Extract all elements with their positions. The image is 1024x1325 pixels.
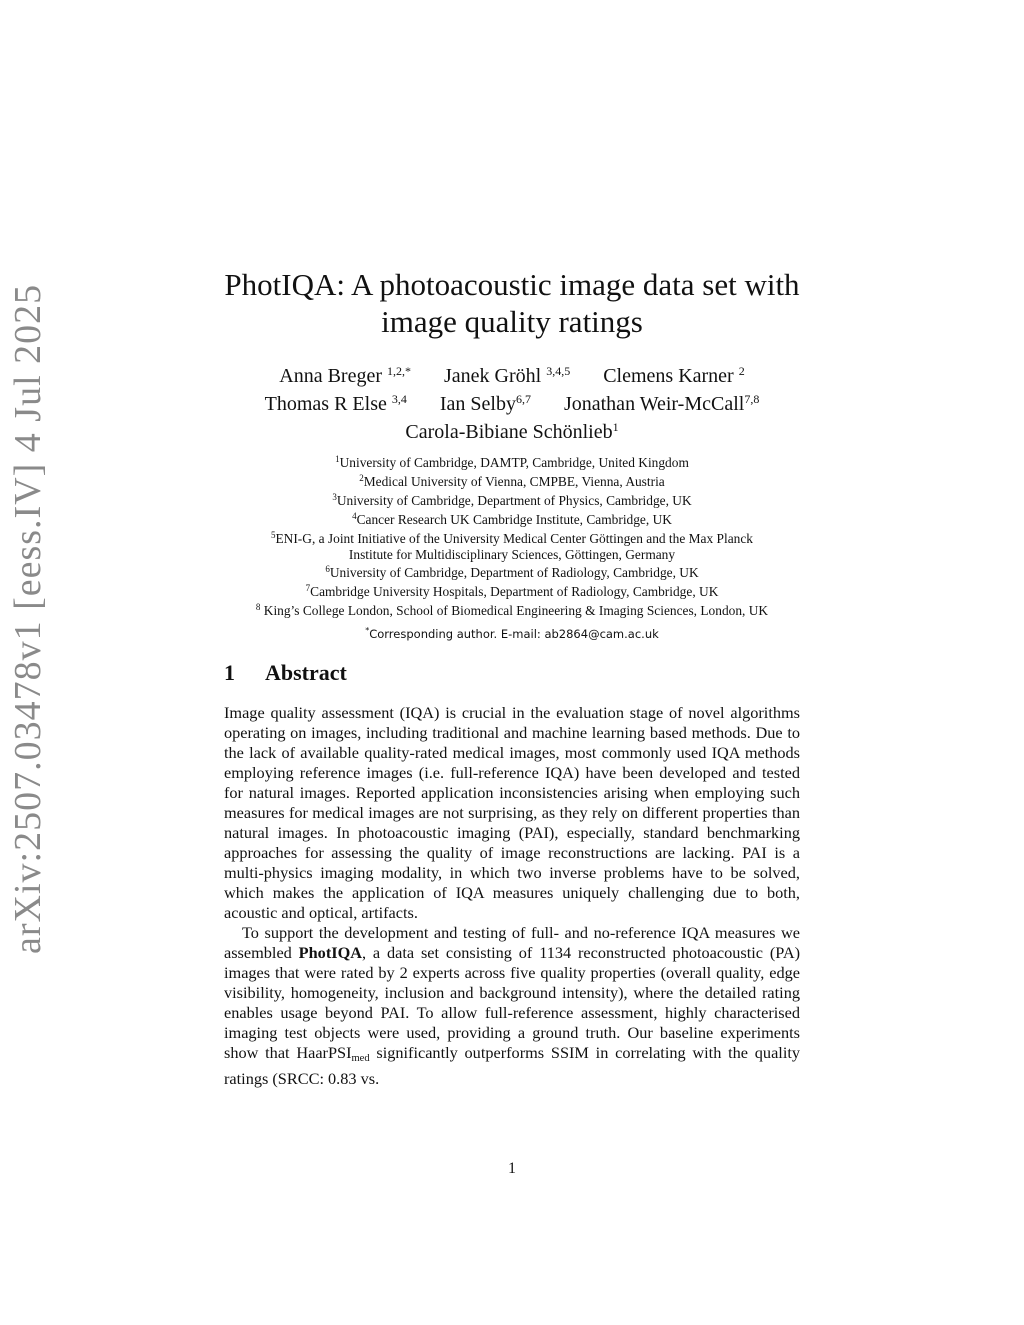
author-list — [150, 360, 874, 444]
author-row-3 — [150, 416, 874, 444]
author: Jonathan Weir-McCall$^{7,8}$ — [563, 392, 760, 415]
affiliation-list — [150, 452, 874, 643]
affiliation: $^4$Cancer Research UK Cambridge Institute, Cambridge, UK — [352, 510, 672, 527]
author: Thomas R Else $^{3,4}$ — [264, 392, 407, 415]
author: Janek Gröhl $^{3,4,5}$ — [444, 364, 571, 387]
abstract-paragraph-2: To support the development and testing of full- and no-reference IQA measures we assembled PhotIQA, a data set consisting of 1134 reconstructed photoacoustic (PA) images that were rated by 2 experts across five quality properties (overall quality, edge visibility, homogeneity, inclusion and background intensity), where the detailed rating enables usage beyond PAI. To allow full-reference assessment, highly characterised imaging test objects were used, providing a ground truth. Our baseline experiments show that HaarPSI$_{med}$ significantly outperforms SSIM in correlating with the quality ratings (SRCC: 0.83 vs. — [224, 923, 801, 1088]
author: Clemens Karner $^2$ — [603, 364, 745, 387]
abstract-body — [224, 703, 800, 1089]
corresponding-author-note: *Corresponding author. E-mail: ab2864@cam.ac.uk — [365, 626, 659, 642]
affiliation-continued: Institute for Multidisciplinary Sciences, Göttingen, Germany — [348, 546, 676, 562]
affiliation: $^1$University of Cambridge, DAMTP, Cambridge, United Kingdom — [335, 454, 689, 470]
section-number: 1 — [224, 660, 235, 685]
affiliation: $^3$University of Cambridge, Department of Physics, Cambridge, UK — [332, 491, 692, 508]
author: Anna Breger $^{1,2,*}$ — [279, 364, 411, 387]
abstract-paragraph-1: Image quality assessment (IQA) is crucial in the evaluation stage of novel algorithms operating on images, including traditional and machine learning based methods. Due to the lack of available quality-rated medical images, most commonly used IQA methods employing reference images (i.e. full-reference IQA) have been developed and tested for natural images. Reported application inconsistencies arising when employing such measures for medical images are not surprising, as they rely on different properties than natural images. In photoacoustic imaging (PAI), especially, standard benchmarking approaches for assessing the quality of image reconstructions are lacking. PAI is a multi-physics imaging modality, in which two inverse problems have to be solved, which makes the application of IQA measures uniquely challenging due to both, acoustic and optical, artifacts. — [224, 703, 800, 922]
affiliation: $^2$Medical University of Vienna, CMPBE, Vienna, Austria — [359, 472, 665, 489]
section-title: Abstract — [265, 660, 347, 685]
affiliation: $^8$ King’s College London, School of Biomedical Engineering & Imaging Sciences, London, UK — [255, 602, 769, 619]
section-heading-abstract — [224, 660, 347, 686]
author-row-2 — [150, 388, 874, 416]
author: Carola-Bibiane Schönlieb$^1$ — [405, 420, 619, 443]
affiliation: $^5$ENI-G, a Joint Initiative of the University Medical Center Göttingen and the Max Planck — [271, 529, 753, 546]
author: Ian Selby$^{6,7}$ — [439, 392, 531, 415]
page-number: 1 — [508, 1160, 516, 1177]
paper-title — [150, 266, 874, 340]
author-row-1 — [150, 360, 874, 388]
affiliation: $^7$Cambridge University Hospitals, Department of Radiology, Cambridge, UK — [305, 583, 719, 600]
arxiv-identifier-stamp: arXiv:2507.03478v1 [eess.IV] 4 Jul 2025 — [7, 283, 49, 954]
title-line-2: image quality ratings — [381, 304, 643, 339]
title-line-1: PhotIQA: A photoacoustic image data set with — [224, 267, 800, 302]
dataset-name: PhotIQA — [298, 943, 362, 962]
affiliation: $^6$University of Cambridge, Department of Radiology, Cambridge, UK — [325, 564, 699, 581]
